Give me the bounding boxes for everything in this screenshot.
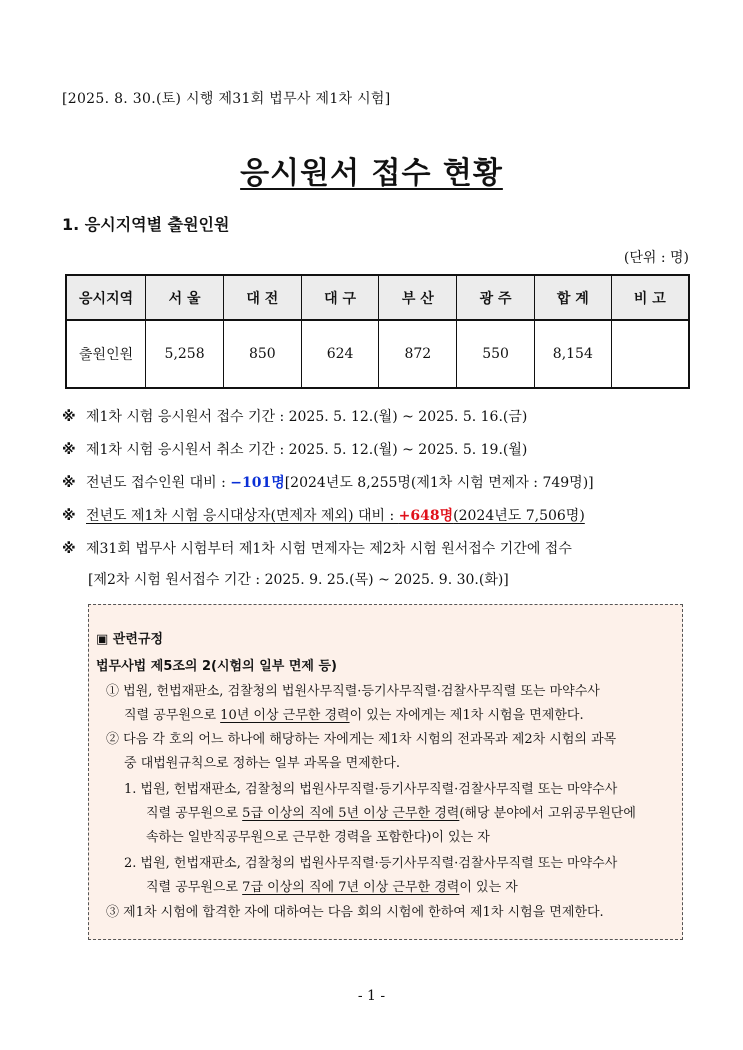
table-cell: 872 bbox=[379, 320, 457, 388]
note-exemption: ※ 제31회 법무사 시험부터 제1차 시험 면제자는 제2차 시험 원서접수 기간에 접수 bbox=[62, 541, 572, 557]
item-1-line-3: 속하는 일반직공무원으로 근무한 경력을 포함한다)이 있는 자 bbox=[146, 830, 490, 845]
note-application-period: ※ 제1차 시험 응시원서 접수 기간 : 2025. 5. 12.(월) ~ 2025. 5. 16.(금) bbox=[62, 409, 528, 425]
table-header-cell: 비 고 bbox=[611, 275, 689, 320]
item-2-line-2: 직렬 공무원으로 7급 이상의 직에 7년 이상 근무한 경력이 있는 자 bbox=[146, 880, 518, 895]
table-cell: 550 bbox=[457, 320, 535, 388]
page-title: 응시원서 접수 현황 bbox=[240, 156, 503, 191]
clause-3: ③ 제1차 시험에 합격한 자에 대하여는 다음 회의 시험에 한하여 제1차 시험을 면제한다. bbox=[106, 905, 604, 920]
table-header-row bbox=[66, 275, 689, 320]
item-2-line-1: 2. 법원, 헌법재판소, 검찰청의 법원사무직렬·등기사무직렬·검찰사무직렬 또는 마약수사 bbox=[124, 856, 618, 871]
table-header-cell: 서 울 bbox=[146, 275, 224, 320]
clause-2-line-2: 중 대법원규칙으로 정하는 일부 과목을 면제한다. bbox=[124, 756, 400, 771]
increase-value: +648명 bbox=[398, 508, 454, 524]
box-heading: ▣ 관련규정 bbox=[96, 632, 164, 647]
note-mark: ※ bbox=[62, 475, 76, 491]
table-cell bbox=[611, 320, 689, 388]
clause-1-line-1: ① 법원, 헌법재판소, 검찰청의 법원사무직렬·등기사무직렬·검찰사무직렬 또는 마약수사 bbox=[106, 684, 600, 699]
applicants-table bbox=[65, 274, 690, 389]
table-row-label: 출원인원 bbox=[66, 320, 146, 388]
table-cell: 624 bbox=[301, 320, 379, 388]
table-header-cell: 응시지역 bbox=[66, 275, 146, 320]
table-cell: 5,258 bbox=[146, 320, 224, 388]
note-mark: ※ bbox=[62, 508, 76, 524]
note-mark: ※ bbox=[62, 442, 76, 458]
law-title: 법무사법 제5조의 2(시험의 일부 면제 등) bbox=[96, 659, 337, 674]
item-1-line-2: 직렬 공무원으로 5급 이상의 직에 5년 이상 근무한 경력(해당 분야에서 고위공무원단에 bbox=[146, 806, 636, 821]
note-yoy-change: ※ 전년도 접수인원 대비 : −101명[2024년도 8,255명(제1차 시험 면제자 : 749명)] bbox=[62, 475, 594, 491]
unit-label: (단위 : 명) bbox=[623, 250, 689, 266]
note-candidate-change: ※ 전년도 제1차 시험 응시대상자(면제자 제외) 대비 : +648명(2024년도 7,506명) bbox=[62, 508, 585, 524]
table-header-cell: 대 전 bbox=[223, 275, 301, 320]
table-cell: 8,154 bbox=[534, 320, 611, 388]
note-mark: ※ bbox=[62, 541, 76, 557]
note-exemption-period: [제2차 시험 원서접수 기간 : 2025. 9. 25.(목) ~ 2025. 9. 30.(화)] bbox=[88, 572, 509, 588]
note-cancel-period: ※ 제1차 시험 응시원서 취소 기간 : 2025. 5. 12.(월) ~ 2025. 5. 19.(월) bbox=[62, 442, 528, 458]
exam-header: [2025. 8. 30.(토) 시행 제31회 법무사 제1차 시험] bbox=[62, 91, 391, 107]
table-header-cell: 대 구 bbox=[301, 275, 379, 320]
item-1-line-1: 1. 법원, 헌법재판소, 검찰청의 법원사무직렬·등기사무직렬·검찰사무직렬 또는 마약수사 bbox=[124, 782, 618, 797]
clause-2-line-1: ② 다음 각 호의 어느 하나에 해당하는 자에게는 제1차 시험의 전과목과 제2차 시험의 과목 bbox=[106, 732, 617, 747]
decrease-value: −101명 bbox=[230, 475, 285, 491]
table-row bbox=[66, 320, 689, 388]
table-cell: 850 bbox=[223, 320, 301, 388]
table-header-cell: 부 산 bbox=[379, 275, 457, 320]
clause-1-line-2: 직렬 공무원으로 10년 이상 근무한 경력이 있는 자에게는 제1차 시험을 면제한다. bbox=[124, 708, 584, 723]
table-header-cell: 합 계 bbox=[534, 275, 611, 320]
table-header-cell: 광 주 bbox=[457, 275, 535, 320]
page-number: - 1 - bbox=[357, 988, 386, 1004]
note-mark: ※ bbox=[62, 409, 76, 425]
section-heading: 1. 응시지역별 출원인원 bbox=[62, 215, 230, 234]
